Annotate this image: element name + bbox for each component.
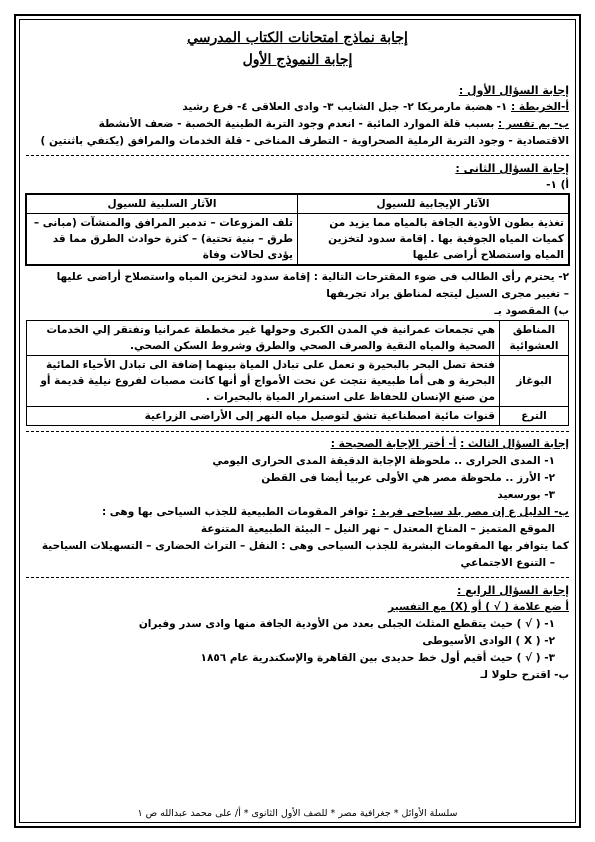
q1-b-line2: الاقتصادية - وجود التربة الرملية الصحراوية - التطرف المناخى - قلة الخدمات والمرافق (يكتفي باثنتين ) — [40, 135, 569, 147]
q3-heading: إجابة السؤال الثالث : — [460, 438, 569, 450]
definition-cell: هي تجمعات عمرانية في المدن الكبرى وحولها غير مخططة عمرانيا وتفتقر إلي الخدمات الصحية والمياه النقية والصرف الصحي والطرق وشروط السكن الصحي. — [27, 321, 500, 356]
q1-heading: إجابة السؤال الأول : — [458, 84, 569, 97]
term-cell: الترع — [500, 407, 569, 426]
q2-heading: إجابة السؤال الثانى : — [455, 162, 569, 175]
list-item: ٣- ( √ ) حيث أقيم أول خط حديدى بين القاهرة والإسكندرية عام ١٨٥٦ — [200, 652, 555, 664]
list-item: ٣- بورسعيد — [497, 489, 555, 501]
list-item: ٢- الأرز .. ملحوظة مصر هي الأولى عربيا أيضا فى القطن — [261, 472, 555, 484]
table-row — [27, 356, 569, 407]
table-row — [27, 321, 569, 356]
q4-heading: إجابة السؤال الرابع : — [457, 584, 569, 597]
divider — [26, 577, 569, 578]
q2-item2b: – تغيير مجرى السيل ليتجه لمناطق يراد تجريفها — [326, 288, 569, 300]
col-negative-header: الآثار السلبية للسيول — [27, 195, 298, 214]
list-item: ٢- ( X ) الوادى الأسيوطى — [422, 635, 555, 647]
page-border — [14, 14, 581, 828]
page-title: إجابة نماذج امتحانات الكتاب المدرسي — [187, 30, 408, 46]
q1-b-line1: بسبب قلة الموارد المائية - انعدم وجود التربة الطينية الخصبة - ضعف الأنشطة — [98, 118, 495, 130]
q3-b-line3: كما يتوافر بها المقومات البشرية للجذب السياحى وهى : النقل – التراث الحضارى – التسهيلات السياحية — [41, 540, 569, 552]
q3-b-line — [26, 504, 569, 521]
q3-b-label: ب- الدليل ع إن مصر بلد سياحى فريد : — [371, 506, 569, 518]
floods-effects-table — [26, 194, 569, 265]
q3-b-line2: الموقع المتميز – المناخ المعتدل – نهر النيل – البيئة الطبيعية المتنوعة — [200, 523, 555, 535]
divider — [26, 155, 569, 156]
definitions-table — [26, 320, 569, 426]
footer-text: سلسلة الأوائل * جغرافية مصر * للصف الأول الثانوى * أ/ على محمد عبدالله ص ١ — [137, 808, 458, 819]
divider — [26, 431, 569, 432]
q3-b-line4: – التنوع الاجتماعي — [460, 557, 555, 569]
q2-item2: ٢- يحترم رأى الطالب فى ضوء المقترحات التالية : إقامة سدود لتخزين المياه واستصلاح أراضى عليها — [56, 271, 569, 283]
q3-part-a: أ- أختر الإجابة الصحيحة : — [330, 438, 457, 450]
list-item: ١- ( √ ) حيث يتقطع المثلث الجبلى بعدد من الأودية الجافة منها وادى سدر وفيران — [138, 618, 555, 630]
q2-part-a: أ) ١- — [546, 179, 569, 191]
q4-part-a: أ ضع علامة ( √ ) أو (X) مع التفسير — [388, 601, 569, 613]
page-footer — [26, 808, 569, 819]
page-subtitle: إجابة النموذج الأول — [242, 52, 353, 68]
q3-b-text: توافر المقومات الطبيعية للجذب السياحى بها وهى : — [101, 506, 369, 518]
page-content — [19, 19, 576, 823]
list-item: ١- المدى الحرارى .. ملحوظة الإجابة الدقيقة المدى الحرارى اليومي — [212, 455, 555, 467]
q1-map-items: ١- هضبة مارمريكا ٢- جبل الشايب ٣- وادى العلاقى ٤- فرع رشيد — [182, 101, 508, 113]
positive-cell: تغذية بطون الأودية الجافة بالمياه مما يزيد من كميات المياه الجوفية بها . إقامة سدود لتخزين المياه واستصلاح أراضى عليها — [298, 214, 569, 265]
q1-b-line — [26, 116, 569, 133]
q3-heading-line — [26, 436, 569, 453]
term-cell: البوغاز — [500, 356, 569, 407]
q1-map-line — [26, 99, 569, 116]
q1-map-label: أ-الخريطة : — [511, 101, 569, 113]
term-cell: المناطق العشوائية — [500, 321, 569, 356]
definition-cell: فتحة تصل البحر بالبحيرة و تعمل على تبادل المياة بينهما إضافة الى تبادل الأحياء المائية البحرية و هى أما طبيعية نتجت عن نحت الأمواج أو أنها كانت مصبات لفروع نيلية قديمة أو من صنع الإنسان للحفاظ على استمرار المياة بالبحيرات . — [27, 356, 500, 407]
q4-part-b: ب- اقترح حلولا لـ — [480, 669, 569, 681]
q1-b-label: ب- بم تفسر : — [498, 118, 569, 130]
negative-cell: تلف المزوعات – تدمير المرافق والمنشآت (مبانى – طرق – بنية تحتية) – كثرة حوادث الطرق مما قد يؤدى لحالات وفاة — [27, 214, 298, 265]
table-row — [27, 407, 569, 426]
q2-part-b: ب) المقصود بـ — [494, 305, 569, 317]
col-positive-header: الآثار الإيجابية للسيول — [298, 195, 569, 214]
definition-cell: قنوات مائية اصطناعية تشق لتوصيل مياه النهر إلى الأراضى الزراعية — [27, 407, 500, 426]
